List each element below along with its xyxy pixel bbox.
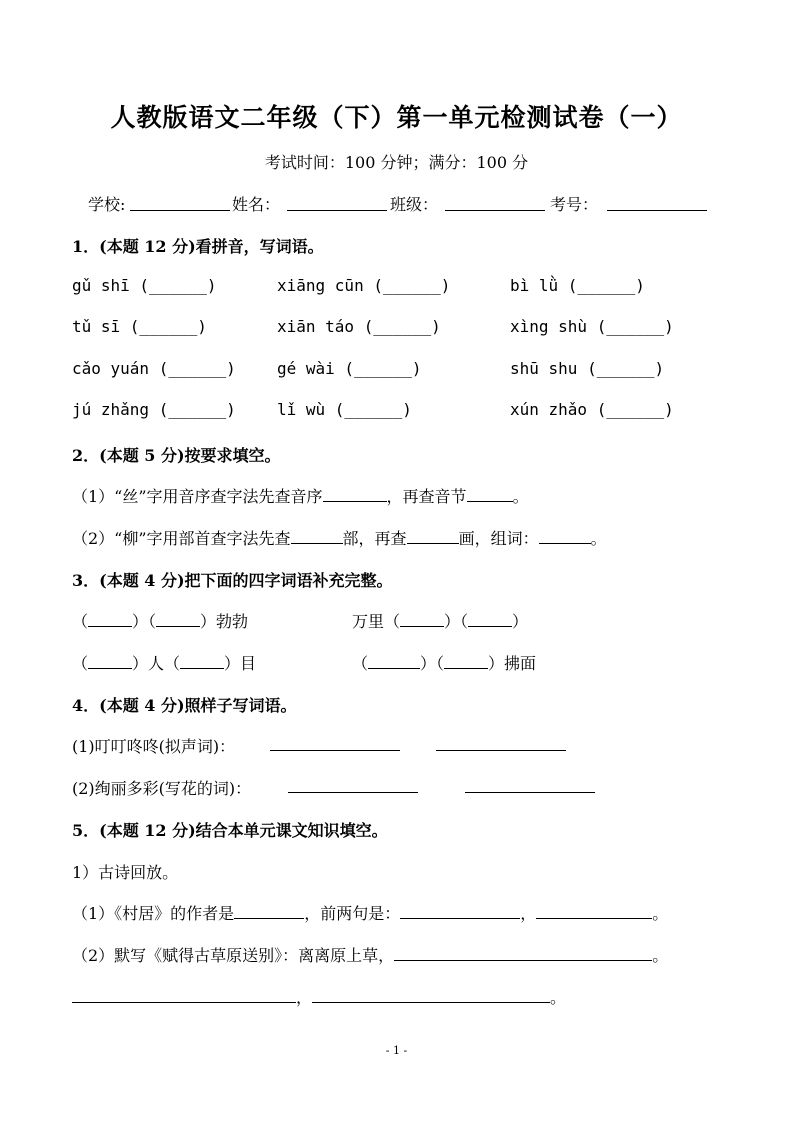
q2-line2-text: 画，组词： [458, 529, 539, 548]
q5-text: ，前两句是： [304, 904, 401, 923]
q4-heading: 4．(本题 4 分)照样子写词语。 [72, 696, 297, 715]
q3-heading: 3．(本题 4 分)把下面的四字词语补充完整。 [72, 571, 393, 590]
q2-line1-text: （1）“丝”字用音序查字法先查音序 [72, 487, 323, 506]
page-number: - 1 - [385, 1044, 408, 1057]
q5-sub: 1）古诗回放。 [72, 863, 179, 882]
q5-text: 。 [550, 988, 567, 1007]
q3-blank[interactable] [468, 612, 512, 627]
school-blank[interactable] [130, 196, 230, 211]
q2-line2-text: （2）“柳”字用部首查字法先查 [72, 529, 291, 548]
q1-heading: 1．(本题 12 分)看拼音，写词语。 [72, 237, 324, 256]
q2-line1-text: 。 [512, 487, 529, 506]
q2-blank-hua[interactable] [407, 529, 459, 544]
q3-idiom-d[interactable] [352, 651, 536, 674]
q3-blank[interactable] [88, 612, 132, 627]
q5-blank-author[interactable] [234, 904, 304, 919]
exam-no-label: 考号： [550, 195, 599, 214]
q5-line1 [72, 901, 668, 924]
q4-blank[interactable] [465, 778, 595, 793]
q3-idiom-a[interactable] [72, 609, 248, 632]
q3-text: ） [512, 612, 529, 631]
q1-item[interactable]: xiāng cūn (______) [277, 276, 451, 295]
q4-blank[interactable] [436, 736, 566, 751]
q3-text: （ [72, 654, 89, 673]
q2-line2-text: 部，再查 [342, 529, 407, 548]
q3-idiom-b[interactable] [352, 609, 528, 632]
q1-item[interactable]: shū shu (______) [510, 359, 665, 378]
q1-item[interactable]: xún zhǎo (______) [510, 400, 674, 419]
q3-idiom-c[interactable] [72, 651, 256, 674]
q1-item[interactable]: gé wài (______) [277, 359, 422, 378]
q1-item[interactable]: xìng shù (______) [510, 317, 674, 336]
exam-subtitle: 考试时间：100 分钟；满分：100 分 [264, 153, 529, 172]
q5-line3 [72, 985, 566, 1008]
q3-text: ）目 [224, 654, 257, 673]
q3-blank[interactable] [368, 654, 420, 669]
q3-text: ）（ [420, 654, 445, 673]
q3-blank[interactable] [156, 612, 200, 627]
q5-blank-verse4[interactable] [72, 988, 296, 1003]
q5-text: 。 [652, 946, 669, 965]
q3-text: （ [72, 612, 89, 631]
q3-text: （ [352, 654, 369, 673]
q3-text: ）（ [444, 612, 469, 631]
q5-text: ， [520, 904, 537, 923]
q5-text: （1）《村居》的作者是 [72, 904, 235, 923]
q3-text: ）人（ [132, 654, 181, 673]
q5-text: （2）默写《赋得古草原送别》：离离原上草， [72, 946, 395, 965]
name-blank[interactable] [287, 196, 387, 211]
q4-line2-label: (2)绚丽多彩(写花的词)： [72, 779, 252, 798]
q4-line1-label: (1)叮叮咚咚(拟声词)： [72, 737, 236, 756]
q2-heading: 2．(本题 5 分)按要求填空。 [72, 446, 281, 465]
q3-blank[interactable] [88, 654, 132, 669]
q2-blank-bushou[interactable] [291, 529, 343, 544]
q3-blank[interactable] [180, 654, 224, 669]
q2-blank-yinjie[interactable] [467, 487, 513, 502]
class-label: 班级： [390, 195, 439, 214]
q5-blank-verse3[interactable] [394, 946, 652, 961]
q2-blank-zuci[interactable] [539, 529, 591, 544]
q4-blank[interactable] [270, 736, 400, 751]
q3-text: ）（ [132, 612, 157, 631]
q1-item[interactable]: tǔ sī (______) [72, 317, 207, 336]
q1-item[interactable]: gǔ shī (______) [72, 276, 217, 295]
q3-text: ）拂面 [488, 654, 537, 673]
q5-text: 。 [652, 904, 669, 923]
q2-line1-text: ，再查音节 [386, 487, 467, 506]
q3-text: 万里（ [352, 612, 401, 631]
q4-blank[interactable] [288, 778, 418, 793]
q3-text: ）勃勃 [200, 612, 249, 631]
q2-blank-yinxu[interactable] [323, 487, 387, 502]
q1-item[interactable]: lǐ wù (______) [277, 400, 412, 419]
q5-blank-verse5[interactable] [312, 988, 550, 1003]
school-label: 学校: [88, 195, 126, 214]
q5-text: ， [296, 988, 313, 1007]
q2-line2-text: 。 [590, 529, 607, 548]
q5-heading: 5．(本题 12 分)结合本单元课文知识填空。 [72, 821, 388, 840]
q1-item[interactable]: xiān táo (______) [277, 317, 441, 336]
q2-line1 [72, 484, 529, 507]
q5-blank-verse2[interactable] [536, 904, 652, 919]
q5-line2 [72, 943, 668, 966]
q1-item[interactable]: jú zhǎng (______) [72, 400, 236, 419]
exam-no-blank[interactable] [607, 196, 707, 211]
q2-line2 [72, 526, 607, 549]
q3-blank[interactable] [400, 612, 444, 627]
q1-item[interactable]: cǎo yuán (______) [72, 359, 236, 378]
q5-blank-verse1[interactable] [400, 904, 520, 919]
class-blank[interactable] [445, 196, 545, 211]
name-label: 姓名： [232, 195, 281, 214]
page-title: 人教版语文二年级（下）第一单元检测试卷（一） [110, 103, 683, 132]
q3-blank[interactable] [444, 654, 488, 669]
q1-item[interactable]: bì lǜ (______) [510, 276, 645, 295]
